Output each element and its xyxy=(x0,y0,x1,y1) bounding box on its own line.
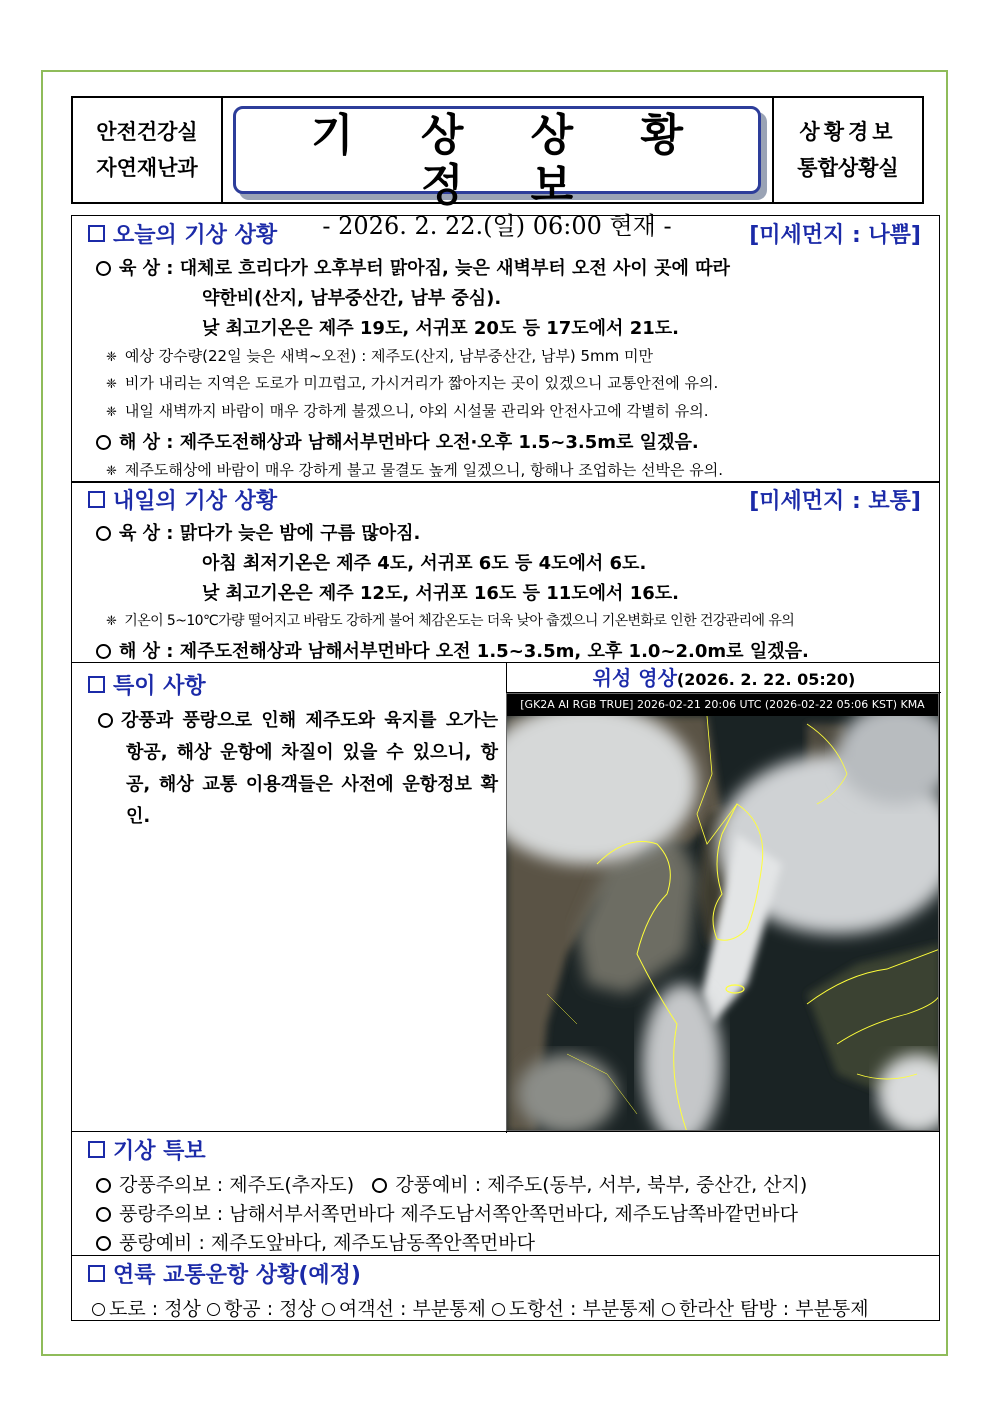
office-line-2: 통합상황실 xyxy=(797,156,899,180)
traffic-air: 항공 : 정상 xyxy=(223,1298,316,1320)
special-text-block xyxy=(98,705,498,833)
today-note-3 xyxy=(106,400,709,421)
today-note-3-text: 내일 새벽까지 바람이 매우 강하게 불겠으니, 야외 시설물 관리와 안전사고에 각별히 유의. xyxy=(124,402,709,420)
warning-line-2 xyxy=(96,1199,798,1226)
today-land-line-1 xyxy=(96,254,730,280)
today-land-text-1: 대체로 흐리다가 오후부터 맑아짐, 늦은 새벽부터 오전 사이 곳에 따라 xyxy=(179,258,730,279)
circle-bullet-icon xyxy=(96,1178,111,1193)
warnings-section xyxy=(71,1131,940,1256)
land-label: 육 상 : xyxy=(119,523,174,544)
checkbox-icon xyxy=(88,491,105,508)
title-box xyxy=(233,106,761,240)
circle-bullet-icon xyxy=(322,1303,335,1316)
sea-label: 해 상 : xyxy=(119,641,174,662)
tomorrow-note xyxy=(106,610,794,630)
circle-bullet-icon xyxy=(96,526,111,541)
traffic-ferry: 여객선 : 부분통제 xyxy=(338,1298,486,1320)
department-line-2: 자연재난과 xyxy=(96,156,198,180)
traffic-section xyxy=(71,1255,940,1321)
tomorrow-sea-text: 제주도전해상과 남해서부먼바다 오전 1.5~3.5m, 오후 1.0~2.0m로 일겠음. xyxy=(179,641,809,662)
high-seas-advisory: 풍랑주의보 : 남해서부서쪽먼바다 제주도남서쪽안쪽먼바다, 제주도남쪽바깥먼바다 xyxy=(119,1203,798,1225)
circle-bullet-icon xyxy=(96,644,111,659)
tomorrow-dust-badge: [미세먼지 : 보통] xyxy=(749,489,921,514)
today-note-2 xyxy=(106,372,718,393)
special-heading xyxy=(88,669,206,700)
today-sea-note-text: 제주도해상에 바람이 매우 강하게 불고 물결도 높게 일겠으니, 항해나 조업하는 선박은 유의. xyxy=(124,461,724,479)
high-seas-preliminary: 풍랑예비 : 제주도앞바다, 제주도남동쪽안쪽먼바다 xyxy=(119,1232,535,1254)
special-section xyxy=(71,662,940,1132)
traffic-heading-text: 연륙 교통운항 상황(예정) xyxy=(113,1263,361,1288)
department-block xyxy=(73,98,223,202)
today-heading-text: 오늘의 기상 상황 xyxy=(113,223,278,248)
today-sea-note xyxy=(106,459,723,480)
warning-line-1 xyxy=(96,1170,807,1197)
today-note-1-text: 예상 강수량(22일 늦은 새벽~오전) : 제주도(산지, 남부중산간, 남부) 5mm 미만 xyxy=(124,347,653,365)
strong-wind-preliminary: 강풍예비 : 제주도(동부, 서부, 북부, 중산간, 산지) xyxy=(395,1174,808,1196)
asterisk-icon: ❈ xyxy=(106,614,117,629)
circle-bullet-icon xyxy=(372,1178,387,1193)
tomorrow-land-line-1 xyxy=(96,519,420,545)
today-section xyxy=(71,215,940,483)
tomorrow-sea-line xyxy=(96,637,809,663)
traffic-heading xyxy=(88,1258,361,1289)
today-land-line-3: 낮 최고기온은 제주 19도, 서귀포 20도 등 17도에서 21도. xyxy=(202,318,679,339)
warning-line-3 xyxy=(96,1228,535,1255)
checkbox-icon xyxy=(88,225,105,242)
satellite-date: (2026. 2. 22. 05:20) xyxy=(676,670,856,689)
today-land-line-2: 약한비(산지, 남부중산간, 남부 중심). xyxy=(202,288,502,309)
department-line-1: 안전건강실 xyxy=(96,120,198,144)
page-subtitle: - 2026. 2. 22.(일) 06:00 현재 - xyxy=(322,212,672,240)
tomorrow-section xyxy=(71,481,940,663)
asterisk-icon: ❈ xyxy=(106,464,117,479)
circle-bullet-icon xyxy=(662,1303,675,1316)
traffic-status-line xyxy=(92,1294,869,1321)
warnings-heading-text: 기상 특보 xyxy=(113,1139,206,1164)
today-sea-text: 제주도전해상과 남해서부먼바다 오전·오후 1.5~3.5m로 일겠음. xyxy=(179,432,699,453)
circle-bullet-icon xyxy=(492,1303,505,1316)
office-line-1: 상황경보 xyxy=(799,120,897,144)
strong-wind-advisory: 강풍주의보 : 제주도(추자도) xyxy=(119,1174,355,1196)
traffic-island-ferry: 도항선 : 부분통제 xyxy=(508,1298,656,1320)
satellite-title xyxy=(507,663,941,695)
traffic-hallasan: 한라산 탐방 : 부분통제 xyxy=(678,1298,869,1320)
circle-bullet-icon xyxy=(96,1236,111,1251)
satellite-caption: [GK2A AI RGB TRUE] 2026-02-21 20:06 UTC (2026-02-22 05:06 KST) KMA xyxy=(507,694,938,716)
special-heading-text: 특이 사항 xyxy=(113,674,206,699)
today-sea-line xyxy=(96,428,699,454)
page-title: 기 상 상 황 정 보 xyxy=(311,110,709,211)
checkbox-icon xyxy=(88,1265,105,1282)
circle-bullet-icon xyxy=(98,713,113,728)
satellite-image xyxy=(506,693,939,1131)
checkbox-icon xyxy=(88,1141,105,1158)
circle-bullet-icon xyxy=(96,1207,111,1222)
tomorrow-land-text-1: 맑다가 늦은 밤에 구름 많아짐. xyxy=(179,523,421,544)
tomorrow-land-line-2: 아침 최저기온은 제주 4도, 서귀포 6도 등 4도에서 6도. xyxy=(202,553,647,574)
special-text-body: 강풍과 풍랑으로 인해 제주도와 육지를 오가는 항공, 해상 운항에 차질이 있을 수 있으니, 항공, 해상 교통 이용객들은 사전에 운항정보 확인. xyxy=(121,710,498,827)
special-text xyxy=(98,705,498,833)
asterisk-icon: ❈ xyxy=(106,350,117,365)
circle-bullet-icon xyxy=(96,435,111,450)
circle-bullet-icon xyxy=(92,1303,105,1316)
asterisk-icon: ❈ xyxy=(106,377,117,392)
tomorrow-heading xyxy=(88,484,277,515)
tomorrow-land-line-3: 낮 최고기온은 제주 12도, 서귀포 16도 등 11도에서 16도. xyxy=(202,583,679,604)
tomorrow-heading-text: 내일의 기상 상황 xyxy=(113,489,278,514)
satellite-map-graphic xyxy=(507,694,939,1131)
today-heading xyxy=(88,218,277,249)
tomorrow-note-text: 기온이 5~10℃가량 떨어지고 바람도 강하게 불어 체감온도는 더욱 낮아 춥겠으니 기온변화로 인한 건강관리에 유의 xyxy=(124,613,795,629)
warnings-heading xyxy=(88,1134,206,1165)
today-dust-badge: [미세먼지 : 나쁨] xyxy=(749,223,921,248)
circle-bullet-icon xyxy=(207,1303,220,1316)
circle-bullet-icon xyxy=(96,261,111,276)
satellite-title-text: 위성 영상 xyxy=(592,666,677,690)
land-label: 육 상 : xyxy=(119,258,174,279)
asterisk-icon: ❈ xyxy=(106,405,117,420)
office-block xyxy=(772,98,922,202)
today-note-1 xyxy=(106,345,653,366)
today-note-2-text: 비가 내리는 지역은 도로가 미끄럽고, 가시거리가 짧아지는 곳이 있겠으니 교통안전에 유의. xyxy=(124,374,719,392)
sea-label: 해 상 : xyxy=(119,432,174,453)
checkbox-icon xyxy=(88,676,105,693)
traffic-road: 도로 : 정상 xyxy=(109,1298,201,1320)
